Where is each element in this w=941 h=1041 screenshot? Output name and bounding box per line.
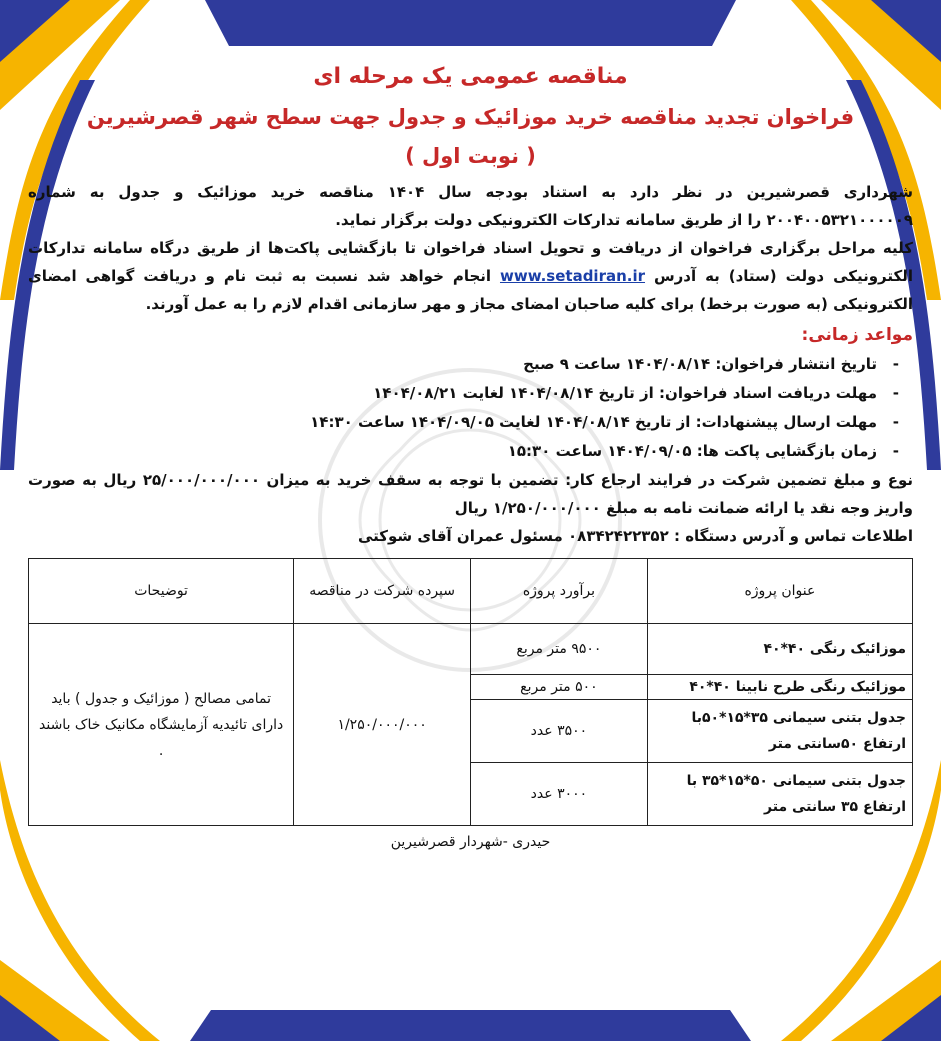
- schedule-item: -مهلت دریافت اسناد فراخوان: از تاریخ ۱۴۰۴/۰۸/۱۴ لغایت ۱۴۰۴/۰۸/۲۱: [373, 384, 899, 402]
- table-row: [29, 624, 913, 675]
- schedule-list: [28, 350, 913, 466]
- project-estimate: ۳۵۰۰ عدد: [471, 700, 648, 763]
- projects-table: [28, 558, 913, 826]
- schedule-item: -مهلت ارسال پیشنهادات: از تاریخ ۱۴۰۴/۰۸/۱۴ لغایت ۱۴۰۴/۰۹/۰۵ ساعت ۱۴:۳۰: [310, 413, 899, 431]
- procedure-text-start: کلیه مراحل برگزاری فراخوان از دریافت و تحویل اسناد فراخوان تا بازگشایی پاکت‌ها از طریق درگاه سامانه تدارکات الکترونیکی دولت (ستاد) به آدرس: [28, 239, 913, 285]
- table-header-row: [29, 559, 913, 624]
- procedure-text-end: انجام خواهد شد نسبت به ثبت نام و دریافت گواهی امضای الکترونیکی (به صورت برخط) برای کلیه صاحبان امضای مجاز و مهر سازمانی اقدام لازم را به عمل آورند.: [28, 267, 913, 313]
- project-title: موزائیک رنگی ۴۰*۴۰: [647, 624, 912, 675]
- schedule-item-text: مهلت ارسال پیشنهادات: از تاریخ ۱۴۰۴/۰۸/۱۴ لغایت ۱۴۰۴/۰۹/۰۵ ساعت ۱۴:۳۰: [310, 413, 877, 431]
- project-estimate: ۳۰۰۰ عدد: [471, 763, 648, 826]
- schedule-item-text: مهلت دریافت اسناد فراخوان: از تاریخ ۱۴۰۴/۰۸/۱۴ لغایت ۱۴۰۴/۰۸/۲۱: [373, 384, 877, 402]
- tender-subject-title: فراخوان تجدید مناقصه خرید موزائیک و جدول جهت سطح شهر قصرشیرین: [86, 105, 855, 129]
- project-title: جدول بتنی سیمانی ۳۵*۱۵*۵۰با ارتفاع ۵۰سانتی متر: [647, 700, 912, 763]
- procedure-paragraph: [28, 234, 913, 318]
- project-estimate: ۵۰۰ متر مربع: [471, 675, 648, 700]
- intro-paragraph: شهرداری قصرشیرین در نظر دارد به استناد بودجه سال ۱۴۰۴ مناقصه خرید موزائیک و جدول به شماره ۲۰۰۴۰۰۵۳۲۱۰۰۰۰۰۹ را از طریق سامانه تدارکات الکترونیکی دولت برگزار نماید.: [28, 183, 913, 229]
- project-title: جدول بتنی سیمانی ۵۰*۱۵*۳۵ با ارتفاع ۳۵ سانتی متر: [647, 763, 912, 826]
- schedule-item-text: زمان بازگشایی پاکت ها: ۱۴۰۴/۰۹/۰۵ ساعت ۱۵:۳۰: [507, 442, 877, 460]
- schedule-heading: مواعد زمانی:: [801, 325, 913, 345]
- project-estimate: ۹۵۰۰ متر مربع: [471, 624, 648, 675]
- col-header-estimate: برآورد پروژه: [471, 559, 648, 624]
- schedule-item: -زمان بازگشایی پاکت ها: ۱۴۰۴/۰۹/۰۵ ساعت ۱۵:۳۰: [507, 442, 899, 460]
- schedule-item-text: تاریخ انتشار فراخوان: ۱۴۰۴/۰۸/۱۴ ساعت ۹ صبح: [523, 355, 877, 373]
- project-notes: تمامی مصالح ( موزائیک و جدول ) باید دارای تائیدیه آزمایشگاه مکانیک خاک باشند .: [29, 624, 294, 826]
- tender-type-title: مناقصه عمومی یک مرحله ای: [313, 64, 628, 89]
- col-header-title: عنوان پروژه: [647, 559, 912, 624]
- announcement: [28, 60, 913, 991]
- project-deposit: ۱/۲۵۰/۰۰۰/۰۰۰: [294, 624, 471, 826]
- col-header-notes: توضیحات: [29, 559, 294, 624]
- round-label: ( نوبت اول ): [405, 144, 536, 168]
- schedule-item: -تاریخ انتشار فراخوان: ۱۴۰۴/۰۸/۱۴ ساعت ۹ صبح: [523, 355, 899, 373]
- project-title: موزائیک رنگی طرح نابینا ۴۰*۴۰: [647, 675, 912, 700]
- signature: حیدری -شهردار قصرشیرین: [390, 834, 551, 850]
- setadiran-link[interactable]: www.setadiran.ir: [499, 267, 646, 285]
- col-header-deposit: سپرده شرکت در مناقصه: [294, 559, 471, 624]
- guarantee-paragraph: نوع و مبلغ تضمین شرکت در فرایند ارجاع کار: تضمین با توجه به سقف خرید به میزان ۲۵/۰۰۰/۰۰۰/۰۰۰ ریال به صورت واریز وجه نقد یا ارائه ضمانت نامه به مبلغ ۱/۲۵۰/۰۰۰/۰۰۰ ریال: [28, 471, 914, 517]
- contact-info: اطلاعات تماس و آدرس دستگاه : ۰۸۳۴۲۴۲۲۳۵۲ مسئول عمران آقای شوکتی: [357, 527, 913, 545]
